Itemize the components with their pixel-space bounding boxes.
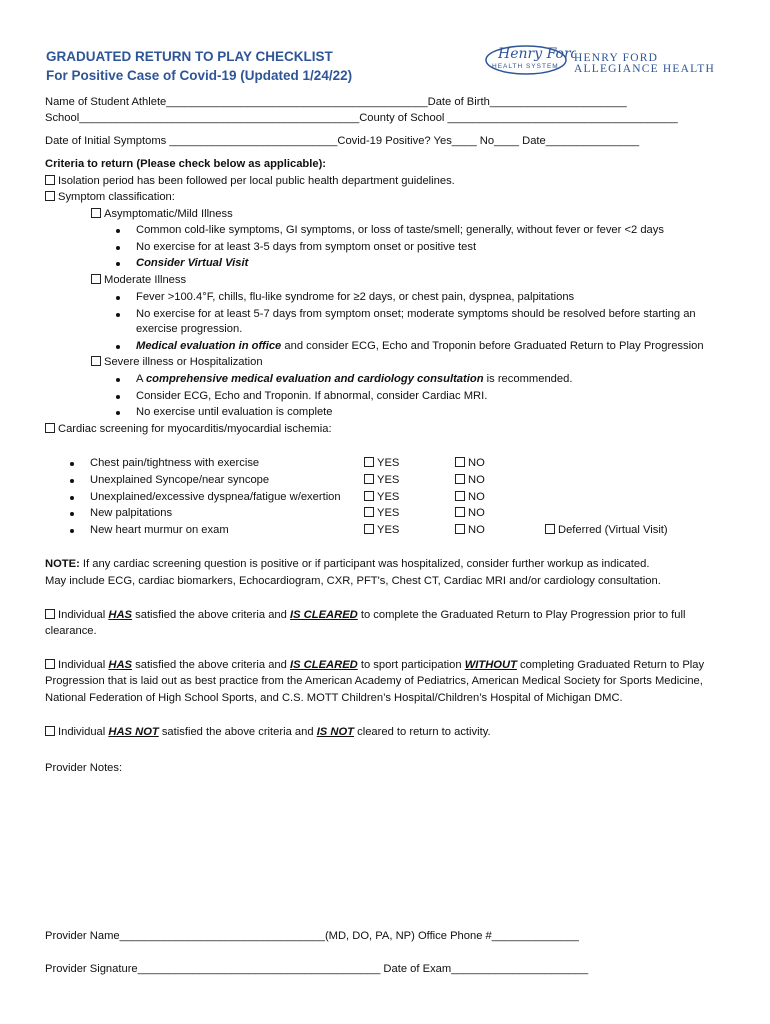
exam-date-label: Date of Exam xyxy=(380,963,452,975)
screening-yes xyxy=(364,506,399,520)
covid-yes-field[interactable]: ____ xyxy=(451,135,480,147)
provider-name-label: Provider Name xyxy=(45,930,120,942)
provider-creds-label: (MD, DO, PA, NP) Office Phone # xyxy=(324,930,492,942)
henry-ford-logo xyxy=(484,40,576,78)
bullet xyxy=(116,411,120,415)
screening-yes xyxy=(364,456,399,470)
note-text-1: If any cardiac screening question is positive or if participant was hospitalized, consider further workup as indicated. xyxy=(79,558,650,570)
clearance-1-line2: clearance. xyxy=(45,625,97,637)
moderate-text: Moderate Illness xyxy=(104,274,187,286)
yes-label: YES xyxy=(377,491,400,503)
name-label: Name of Student Athlete xyxy=(45,96,167,108)
yes-label: YES xyxy=(377,474,400,486)
asym-bullet-1: Common cold-like symptoms, GI symptoms, or loss of taste/smell; generally, without fever or fever <2 days xyxy=(136,224,664,236)
screening-question: Chest pain/tightness with exercise xyxy=(90,457,260,469)
clearance-2-pre: Individual xyxy=(58,659,109,671)
mod-bullet-2-line1: No exercise for at least 5-7 days from symptom onset; moderate symptoms should be resolved before starting an xyxy=(136,308,696,320)
name-row xyxy=(45,95,627,109)
screening-no xyxy=(455,523,485,537)
logo-badge: HEALTH SYSTEM xyxy=(492,63,559,70)
logo-org-line2: ALLEGIANCE HEALTH xyxy=(574,63,716,75)
logo-org-line1: HENRY FORD xyxy=(574,52,659,64)
bullet xyxy=(70,529,74,533)
bullet xyxy=(116,296,120,300)
bullet xyxy=(116,229,120,233)
clearance-1-pre: Individual xyxy=(58,609,109,621)
moderate-item xyxy=(91,273,186,287)
screening-question: New palpitations xyxy=(90,507,173,519)
isolation-checkbox[interactable] xyxy=(45,175,55,185)
yes-label: YES xyxy=(377,507,400,519)
clearance-3-hasnot: HAS NOT xyxy=(108,726,159,738)
bullet xyxy=(116,378,120,382)
bullet xyxy=(70,512,74,516)
clearance-2-line3: National Federation of High School Sports, and C.S. MOTT Children’s Hospital/Children’s Hospital of Michigan DMC. xyxy=(45,692,623,704)
screening-deferred xyxy=(545,523,668,537)
no-checkbox[interactable] xyxy=(455,491,465,501)
sev-bullet-3: No exercise until evaluation is complete xyxy=(136,406,333,418)
office-phone-field[interactable]: ______________ xyxy=(491,930,579,942)
screening-no xyxy=(455,490,485,504)
sev-bullet-2: Consider ECG, Echo and Troponin. If abnormal, consider Cardiac MRI. xyxy=(136,390,488,402)
cardiac-checkbox[interactable] xyxy=(45,423,55,433)
name-field[interactable]: __________________________________________ xyxy=(166,96,428,108)
clearance-2-rest: completing Graduated Return to Play xyxy=(516,659,705,671)
provider-name-row xyxy=(45,929,579,943)
yes-checkbox[interactable] xyxy=(364,507,374,517)
severe-checkbox[interactable] xyxy=(91,356,101,366)
mod-bullet-3-emphasis: Medical evaluation in office xyxy=(136,340,282,352)
page-title: GRADUATED RETURN TO PLAY CHECKLIST xyxy=(46,49,333,64)
screening-question: New heart murmur on exam xyxy=(90,524,229,536)
school-field[interactable]: _____________________________________________ xyxy=(79,112,360,124)
screening-question: Unexplained/excessive dyspnea/fatigue w/exertion xyxy=(90,491,341,503)
provider-notes-label: Provider Notes: xyxy=(45,762,123,774)
clearance-2-cleared: IS CLEARED xyxy=(289,659,358,671)
clearance-1-rest: to complete the Graduated Return to Play Progression prior to full xyxy=(357,609,686,621)
sev-bullet-1-rest: is recommended. xyxy=(483,373,573,385)
clearance-1-has: HAS xyxy=(108,609,133,621)
provider-notes-area[interactable] xyxy=(45,780,725,920)
yes-label: YES xyxy=(377,524,400,536)
dob-field[interactable]: ______________________ xyxy=(489,96,627,108)
asym-bullet-2: No exercise for at least 3-5 days from symptom onset or positive test xyxy=(136,241,477,253)
provider-signature-row xyxy=(45,962,588,976)
no-checkbox[interactable] xyxy=(455,474,465,484)
symptoms-label: Date of Initial Symptoms xyxy=(45,135,167,147)
logo-emblem-icon xyxy=(484,40,576,78)
mod-bullet-3 xyxy=(136,339,704,353)
no-label: NO xyxy=(468,491,485,503)
logo-script: Henry Ford xyxy=(498,46,576,62)
deferred-label: Deferred (Virtual Visit) xyxy=(558,524,668,536)
asymptomatic-item xyxy=(91,207,233,221)
severe-text: Severe illness or Hospitalization xyxy=(104,356,263,368)
clearance-option-3 xyxy=(45,725,491,739)
provider-signature-label: Provider Signature xyxy=(45,963,138,975)
clearance-2-has: HAS xyxy=(108,659,133,671)
note-label: NOTE: xyxy=(45,558,80,570)
asym-bullet-3: Consider Virtual Visit xyxy=(136,257,249,269)
covid-date-field[interactable]: _______________ xyxy=(545,135,640,147)
clearance-option-2 xyxy=(45,658,704,672)
isolation-text: Isolation period has been followed per local public health department guidelines. xyxy=(58,175,455,187)
cardiac-item xyxy=(45,422,332,436)
bullet xyxy=(116,246,120,250)
yes-checkbox[interactable] xyxy=(364,524,374,534)
covid-no-label: No xyxy=(479,135,495,147)
sev-bullet-1 xyxy=(136,372,572,386)
clearance-3-pre: Individual xyxy=(58,726,109,738)
screening-no xyxy=(455,456,485,470)
page-subtitle: For Positive Case of Covid-19 (Updated 1/24/22) xyxy=(46,68,353,83)
severe-item xyxy=(91,355,263,369)
clearance-2-line2: Progression that is laid out as best practice from the American Academy of Pediatrics, American Medical Society for Sports Medicine, xyxy=(45,675,703,687)
covid-label: Covid-19 Positive? Yes xyxy=(337,135,452,147)
clearance-3-checkbox[interactable] xyxy=(45,726,55,736)
screening-yes xyxy=(364,523,399,537)
screening-yes xyxy=(364,473,399,487)
sev-bullet-1-pre: A xyxy=(136,373,146,385)
deferred-checkbox[interactable] xyxy=(545,524,555,534)
clearance-3-mid: satisfied the above criteria and xyxy=(158,726,317,738)
clearance-2-checkbox[interactable] xyxy=(45,659,55,669)
screening-no xyxy=(455,506,485,520)
cardiac-text: Cardiac screening for myocarditis/myocardial ischemia: xyxy=(58,423,332,435)
county-label: County of School xyxy=(359,112,445,124)
yes-checkbox[interactable] xyxy=(364,457,374,467)
clearance-2-mid2: to sport participation xyxy=(357,659,465,671)
screening-no xyxy=(455,473,485,487)
yes-checkbox[interactable] xyxy=(364,474,374,484)
no-checkbox[interactable] xyxy=(455,524,465,534)
exam-date-field[interactable]: ______________________ xyxy=(451,963,589,975)
asymptomatic-checkbox[interactable] xyxy=(91,208,101,218)
provider-name-field[interactable]: _________________________________ xyxy=(119,930,325,942)
bullet xyxy=(116,313,120,317)
screening-question: Unexplained Syncope/near syncope xyxy=(90,474,270,486)
screening-yes xyxy=(364,490,399,504)
symptoms-date-field[interactable]: ___________________________ xyxy=(166,135,338,147)
clearance-2-without: WITHOUT xyxy=(464,659,517,671)
clearance-1-mid: satisfied the above criteria and xyxy=(132,609,290,621)
county-field[interactable]: _____________________________________ xyxy=(444,112,678,124)
no-label: NO xyxy=(468,457,485,469)
bullet xyxy=(70,479,74,483)
symptoms-row xyxy=(45,134,639,148)
clearance-3-isnot: IS NOT xyxy=(316,726,354,738)
mod-bullet-3-rest: and consider ECG, Echo and Troponin before Graduated Return to Play Progression xyxy=(281,340,704,352)
criteria-heading: Criteria to return (Please check below as applicable): xyxy=(45,158,327,170)
provider-signature-field[interactable]: _______________________________________ xyxy=(137,963,381,975)
yes-label: YES xyxy=(377,457,400,469)
no-checkbox[interactable] xyxy=(455,507,465,517)
clearance-3-rest: cleared to return to activity. xyxy=(354,726,491,738)
school-row xyxy=(45,111,678,125)
dob-label: Date of Birth xyxy=(427,96,490,108)
bullet xyxy=(70,496,74,500)
no-checkbox[interactable] xyxy=(455,457,465,467)
symptom-class-item xyxy=(45,190,175,204)
yes-checkbox[interactable] xyxy=(364,491,374,501)
sev-bullet-1-emphasis: comprehensive medical evaluation and cardiology consultation xyxy=(145,373,484,385)
mod-bullet-2-line2: exercise progression. xyxy=(136,323,243,335)
isolation-item xyxy=(45,174,455,188)
bullet xyxy=(116,345,120,349)
clearance-option-1 xyxy=(45,608,685,622)
no-label: NO xyxy=(468,524,485,536)
no-label: NO xyxy=(468,507,485,519)
bullet xyxy=(116,395,120,399)
symptom-class-checkbox[interactable] xyxy=(45,191,55,201)
symptom-class-text: Symptom classification: xyxy=(58,191,175,203)
school-label: School xyxy=(45,112,80,124)
clearance-1-checkbox[interactable] xyxy=(45,609,55,619)
bullet xyxy=(116,262,120,266)
note-line-2: May include ECG, cardiac biomarkers, Echocardiogram, CXR, PFT's, Chest CT, Cardiac MRI and/or cardiology consultation. xyxy=(45,575,661,587)
note-line-1 xyxy=(45,557,649,571)
covid-no-field[interactable]: ____ xyxy=(494,135,523,147)
clearance-1-cleared: IS CLEARED xyxy=(289,609,358,621)
no-label: NO xyxy=(468,474,485,486)
covid-date-label: Date xyxy=(522,135,546,147)
asymptomatic-text: Asymptomatic/Mild Illness xyxy=(104,208,233,220)
clearance-2-mid: satisfied the above criteria and xyxy=(132,659,290,671)
mod-bullet-1: Fever >100.4°F, chills, flu-like syndrome for ≥2 days, or chest pain, dyspnea, palpitations xyxy=(136,291,575,303)
bullet xyxy=(70,462,74,466)
moderate-checkbox[interactable] xyxy=(91,274,101,284)
